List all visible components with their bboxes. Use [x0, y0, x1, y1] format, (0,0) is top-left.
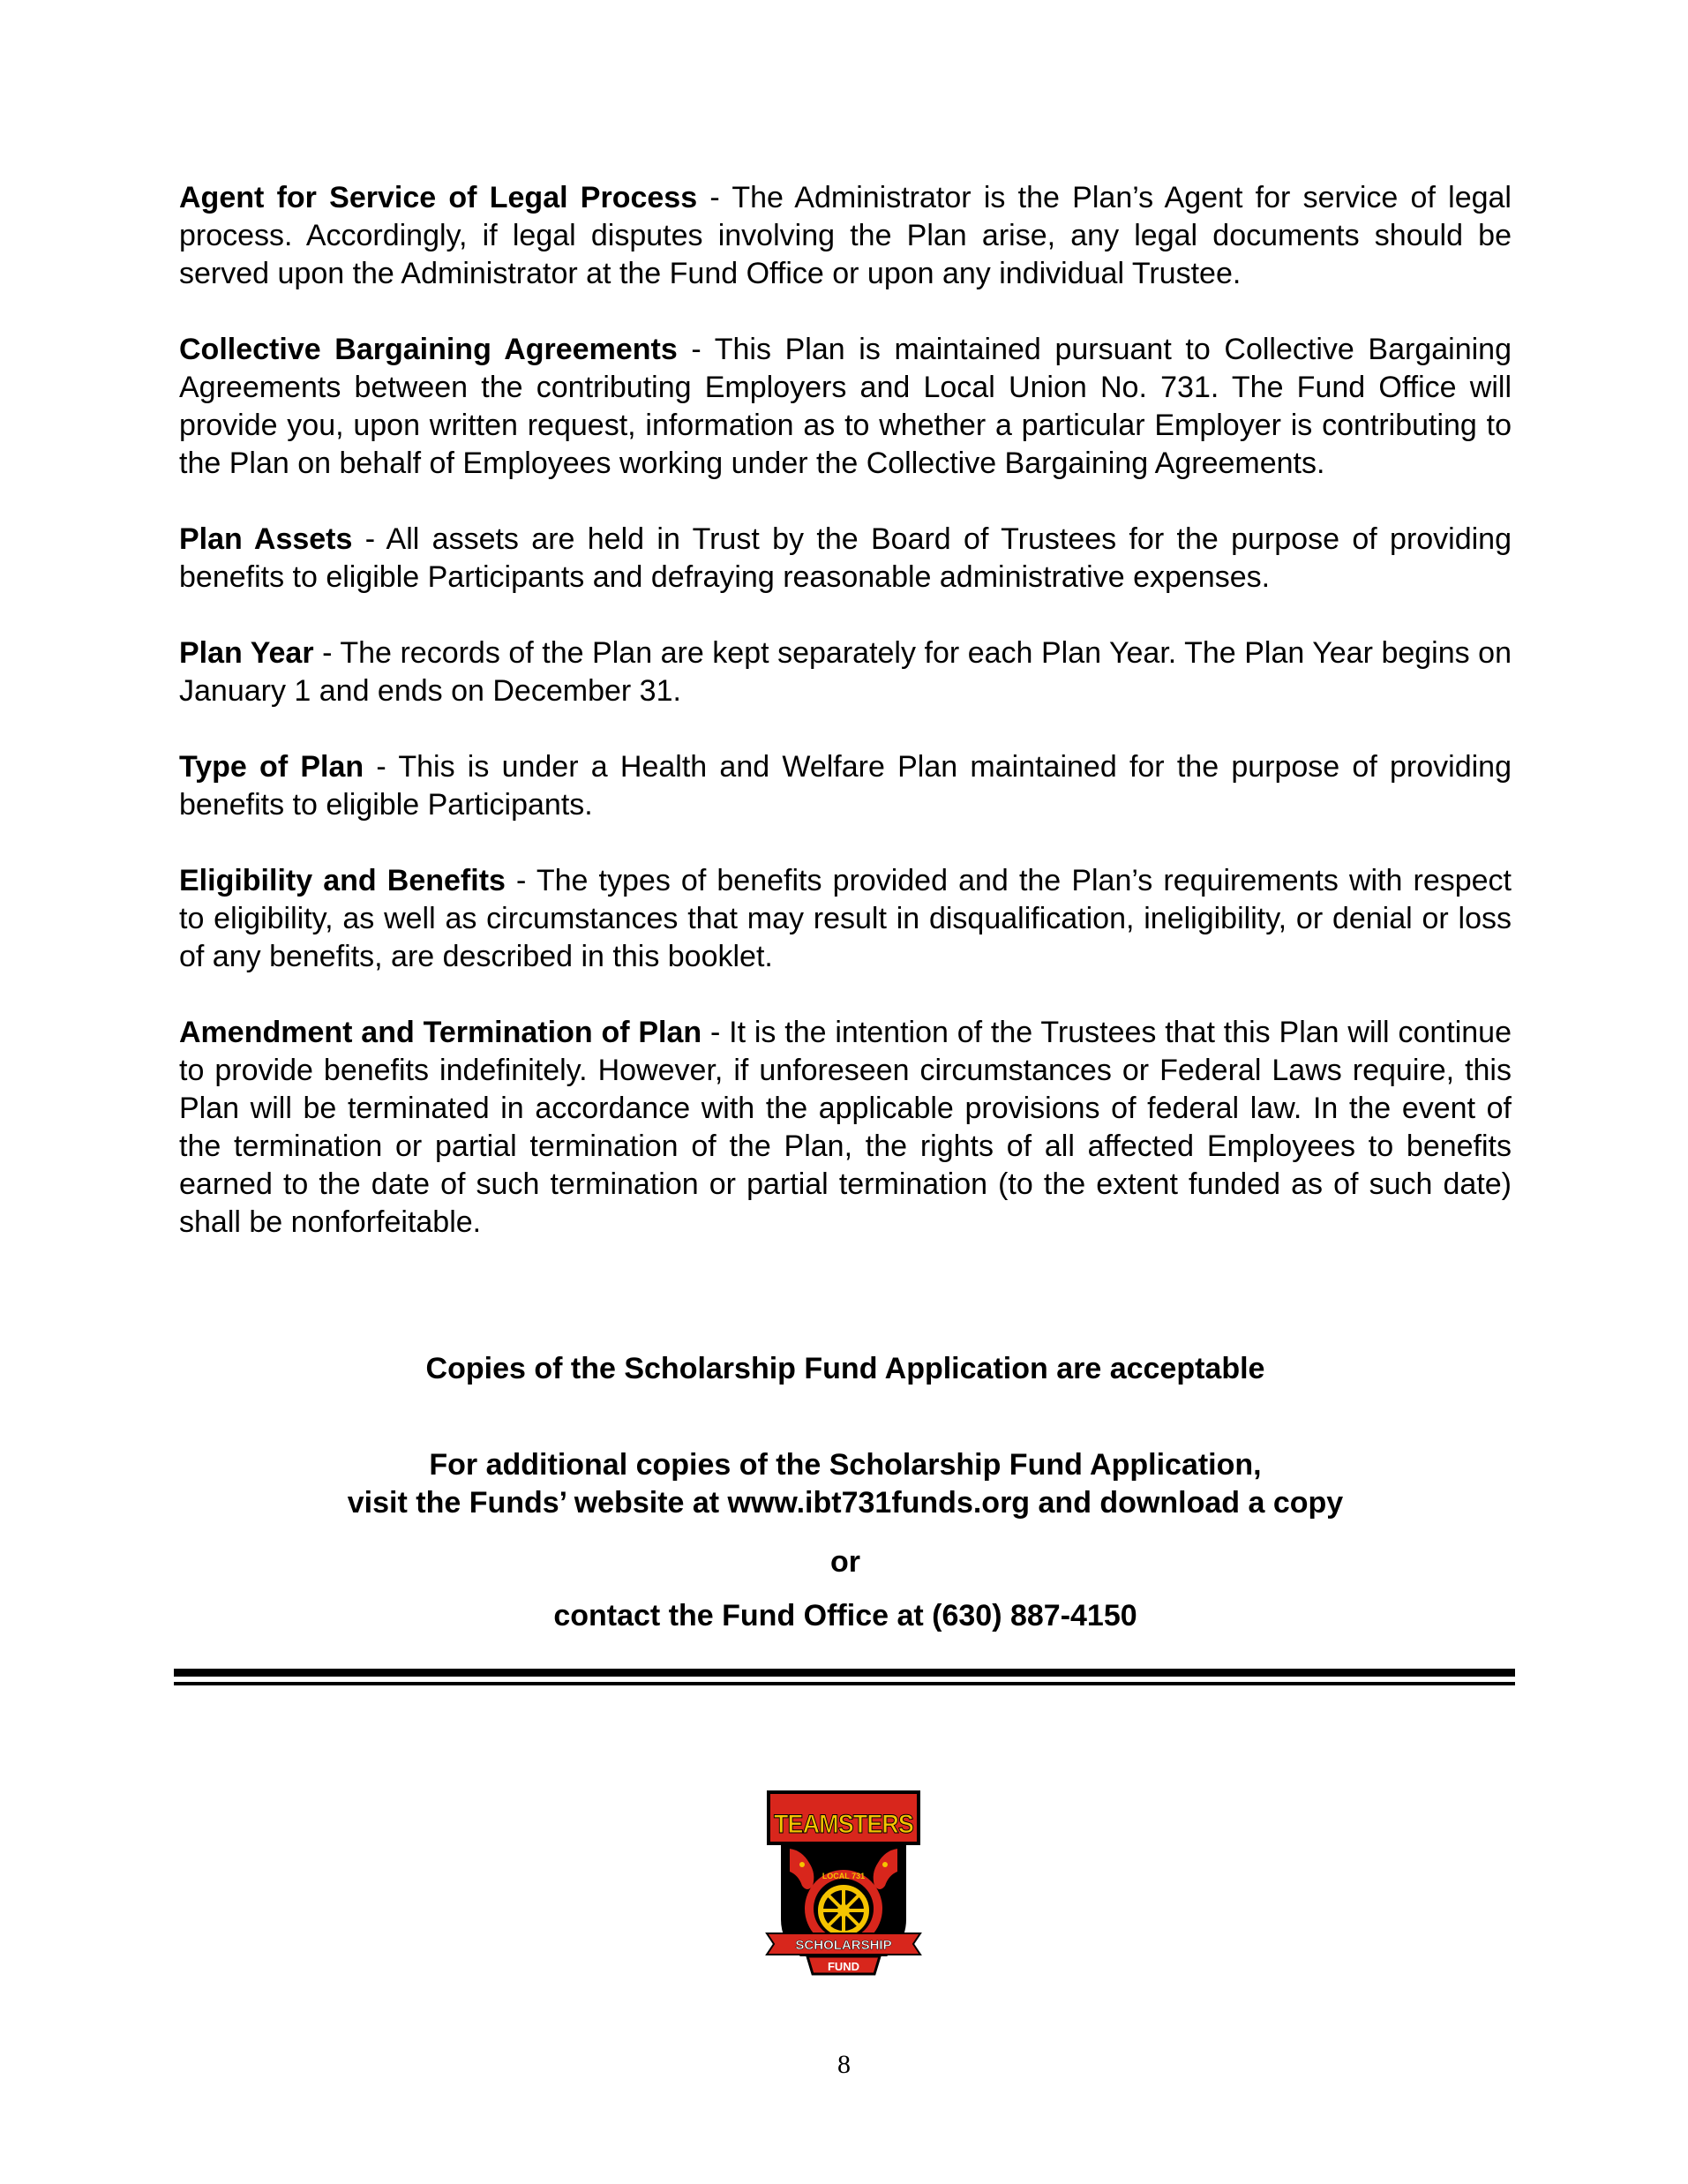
- additional-copies-notice: [179, 1446, 1512, 1522]
- horse-eye-right-icon: [882, 1862, 888, 1867]
- paragraph-plan-year: [179, 634, 1512, 710]
- paragraph-type-of-plan: [179, 748, 1512, 824]
- paragraph-term: Eligibility and Benefits: [179, 864, 506, 897]
- horse-eye-left-icon: [799, 1862, 805, 1867]
- or-separator: or: [830, 1545, 860, 1579]
- divider-thick: [174, 1669, 1515, 1677]
- document-body: [179, 179, 1512, 1632]
- paragraph-amendment-and-termination: [179, 1014, 1512, 1242]
- paragraph-text: - This is under a Health and Welfare Plan maintained for the purpose of providing benefits to eligible Participants.: [179, 750, 1512, 822]
- logo-fund-text: FUND: [827, 1960, 860, 1973]
- logo-top-text: TEAMSTERS: [774, 1810, 913, 1839]
- paragraph-text: - All assets are held in Trust by the Board of Trustees for the purpose of providing benefits to eligible Participants and defraying reasonable administrative expenses.: [179, 522, 1512, 594]
- paragraph-collective-bargaining: [179, 331, 1512, 483]
- logo-graphic: [763, 1787, 924, 1988]
- paragraph-text: - The Administrator is the Plan’s Agent for service of legal process. Accordingly, if legal disputes involving the Plan arise, any legal documents should be served upon the Administrator at the Fund Office or upon any individual Trustee.: [179, 181, 1512, 290]
- paragraph-text: - It is the intention of the Trustees that this Plan will continue to provide benefits indefinitely. However, if unforeseen circumstances or Federal Laws require, this Plan will be terminated in accordance with the applicable provisions of federal law. In the event of the termination or partial termination of the Plan, the rights of all affected Employees to benefits earned to the date of such termination or partial termination (to the extent funded as of such date) shall be nonforfeitable.: [179, 1016, 1512, 1239]
- paragraph-term: Amendment and Termination of Plan: [179, 1016, 702, 1049]
- paragraph-term: Type of Plan: [179, 750, 364, 784]
- paragraph-eligibility-and-benefits: [179, 862, 1512, 976]
- page-number: 8: [837, 2050, 851, 2079]
- copies-acceptable-notice: Copies of the Scholarship Fund Application are acceptable: [425, 1352, 1265, 1385]
- logo-scholarship-text: SCHOLARSHIP: [795, 1938, 892, 1953]
- paragraph-term: Plan Year: [179, 636, 314, 670]
- paragraph-text: - The records of the Plan are kept separately for each Plan Year. The Plan Year begins on January 1 and ends on December 31.: [179, 636, 1512, 708]
- contact-fund-office-line: contact the Fund Office at (630) 887-4150: [553, 1599, 1137, 1632]
- paragraph-agent-for-service: [179, 179, 1512, 293]
- paragraph-text: - The types of benefits provided and the Plan’s requirements with respect to eligibility, as well as circumstances that may result in disqualification, ineligibility, or denial or loss of any benefits, are described in this booklet.: [179, 864, 1512, 973]
- logo-ring-text: LOCAL 731: [821, 1872, 866, 1880]
- website-line: visit the Funds’ website at www.ibt731funds.org and download a copy: [347, 1486, 1344, 1520]
- paragraph-term: Collective Bargaining Agreements: [179, 333, 678, 366]
- paragraph-term: Plan Assets: [179, 522, 353, 556]
- paragraph-plan-assets: [179, 521, 1512, 597]
- divider-thin: [174, 1682, 1515, 1685]
- teamsters-scholarship-fund-logo: [763, 1787, 924, 1988]
- paragraph-term: Agent for Service of Legal Process: [179, 181, 698, 214]
- paragraph-text: - This Plan is maintained pursuant to Collective Bargaining Agreements between the contributing Employers and Local Union No. 731. The Fund Office will provide you, upon written request, information as to whether a particular Employer is contributing to the Plan on behalf of Employees working under the Collective Bargaining Agreements.: [179, 333, 1512, 480]
- additional-copies-line: For additional copies of the Scholarship Fund Application,: [429, 1448, 1262, 1482]
